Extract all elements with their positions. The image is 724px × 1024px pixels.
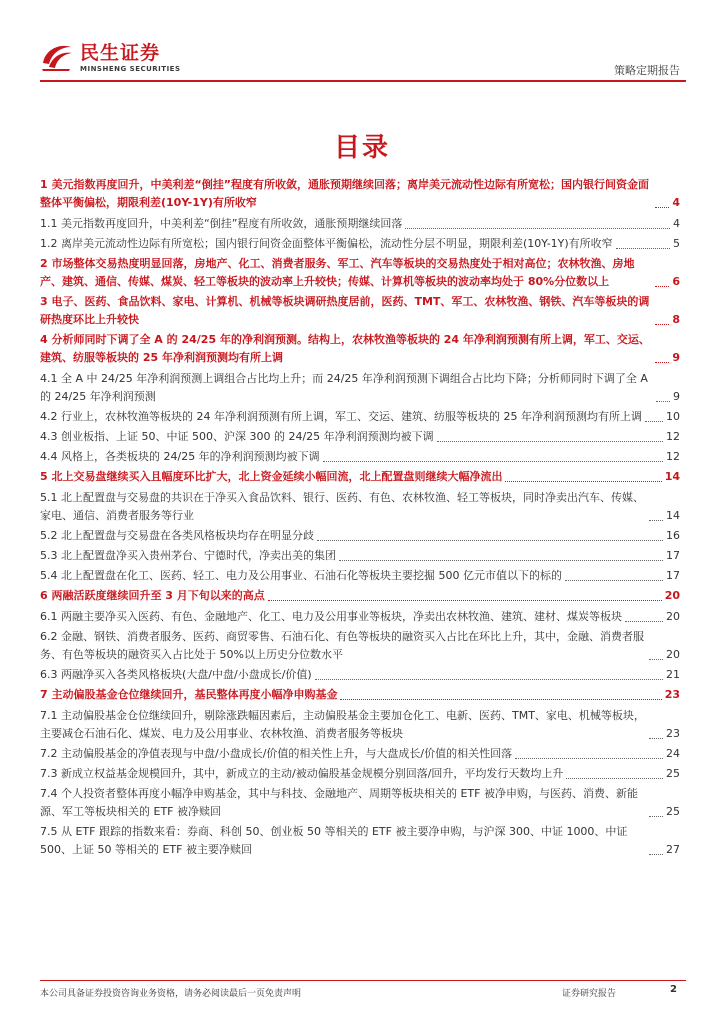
page-header bbox=[40, 40, 686, 78]
toc-entry-1-1[interactable]: 1.1 美元指数再度回升，中美利差“倒挂”程度有所收敛，通胀预期继续回落 4 bbox=[40, 217, 680, 230]
logo-chinese-name: 民生证券 bbox=[80, 42, 161, 64]
toc-entry-4-1[interactable]: 4.1 全 A 中 24/25 年净利润预测上调组合占比均上升；而 24/25 年净利润预测下调组合占比均下降；分析师同时下调了全 A 的 24/25 年净利润预测 9 bbox=[40, 372, 680, 403]
toc-entry-6-2[interactable]: 6.2 金融、钢铁、消费者服务、医药、商贸零售、石油石化、有色等板块的融资买入占比在环比上升，其中，金融、消费者服务、有色等板块的融资买入占比处于 50%以上历史分位数水平 20 bbox=[40, 630, 680, 661]
header-divider bbox=[40, 80, 686, 82]
toc-entry-7[interactable]: 7 主动偏股基金仓位继续回升，基民整体再度小幅净申购基金 23 bbox=[40, 688, 680, 701]
toc-entry-5-2[interactable]: 5.2 北上配置盘与交易盘在各类风格板块均存在明显分歧 16 bbox=[40, 529, 680, 542]
toc-entry-7-4[interactable]: 7.4 个人投资者整体再度小幅净申购基金，其中与科技、金融地产、周期等板块相关的 ETF 被净申购，与医药、消费、新能源、军工等板块相关的 ETF 被净赎回 25 bbox=[40, 787, 680, 818]
logo-english-name: MINSHENG SECURITIES bbox=[80, 65, 181, 73]
table-of-contents bbox=[40, 176, 680, 861]
toc-entry-5-3[interactable]: 5.3 北上配置盘净买入贵州茅台、宁德时代，净卖出美的集团 17 bbox=[40, 549, 680, 562]
toc-title: 目录 bbox=[333, 133, 390, 163]
toc-entry-6-3[interactable]: 6.3 两融净买入各类风格板块(大盘/中盘/小盘成长/价值) 21 bbox=[40, 668, 680, 681]
toc-entry-4-3[interactable]: 4.3 创业板指、上证 50、中证 500、沪深 300 的 24/25 年净利润预测均被下调 12 bbox=[40, 430, 680, 443]
toc-entry-7-1[interactable]: 7.1 主动偏股基金仓位继续回升，剔除涨跌幅因素后，主动偏股基金主要加仓化工、电新、医药、TMT、家电、机械等板块，主要减仓石油石化、煤炭、电力及公用事业、农林牧渔、消费者服务等板块 23 bbox=[40, 709, 680, 740]
toc-entry-7-3[interactable]: 7.3 新成立权益基金规模回升，其中，新成立的主动/被动偏股基金规模分别回落/回升，平均发行天数均上升 25 bbox=[40, 767, 680, 780]
toc-entry-4-4[interactable]: 4.4 风格上，各类板块的 24/25 年的净利润预测均被下调 12 bbox=[40, 450, 680, 463]
footer-divider bbox=[40, 980, 686, 981]
toc-entry-7-5[interactable]: 7.5 从 ETF 跟踪的指数来看：券商、科创 50、创业板 50 等相关的 ETF 被主要净申购，与沪深 300、中证 1000、中证 500、上证 50 等相关的 ETF 被主要净赎回 27 bbox=[40, 825, 680, 856]
toc-entry-5-4[interactable]: 5.4 北上配置盘在化工、医药、轻工、电力及公用事业、石油石化等板块主要挖掘 500 亿元市值以下的标的 17 bbox=[40, 569, 680, 582]
toc-entry-7-2[interactable]: 7.2 主动偏股基金的净值表现与中盘/小盘成长/价值的相关性上升，与大盘成长/价值的相关性回落 24 bbox=[40, 747, 680, 760]
toc-entry-5-1[interactable]: 5.1 北上配置盘与交易盘的共识在于净买入食品饮料、银行、医药、有色、农林牧渔、轻工等板块，同时净卖出汽车、传媒、家电、通信、消费者服务等行业 14 bbox=[40, 491, 680, 522]
footer-disclaimer: 本公司具备证券投资咨询业务资格，请务必阅读最后一页免责声明 bbox=[40, 989, 302, 999]
toc-entry-6[interactable]: 6 两融活跃度继续回升至 3 月下旬以来的高点 20 bbox=[40, 589, 680, 602]
report-type-label: 策略定期报告 bbox=[614, 64, 680, 77]
toc-entry-4-2[interactable]: 4.2 行业上，农林牧渔等板块的 24 年净利润预测有所上调，军工、交运、建筑、纺服等板块的 25 年净利润预测均有所上调 10 bbox=[40, 410, 680, 423]
minsheng-logo-icon bbox=[40, 42, 74, 72]
toc-entry-5[interactable]: 5 北上交易盘继续买入且幅度环比扩大，北上资金延续小幅回流，北上配置盘则继续大幅净流出 14 bbox=[40, 470, 680, 483]
company-logo bbox=[40, 40, 210, 78]
toc-entry-4[interactable]: 4 分析师同时下调了全 A 的 24/25 年的净利润预测。结构上，农林牧渔等板块的 24 年净利润预测有所上调，军工、交运、建筑、纺服等板块的 25 年净利润预测均有所上调 9 bbox=[40, 333, 680, 364]
page-number: 2 bbox=[670, 984, 677, 995]
toc-entry-1[interactable]: 1 美元指数再度回升，中美利差“倒挂”程度有所收敛，通胀预期继续回落；离岸美元流动性边际有所宽松；国内银行间资金面整体平衡偏松，期限利差(10Y-1Y)有所收窄 4 bbox=[40, 178, 680, 209]
toc-entry-2[interactable]: 2 市场整体交易热度明显回落，房地产、化工、消费者服务、军工、汽车等板块的交易热度处于相对高位；农林牧渔、房地产、建筑、通信、传媒、煤炭、轻工等板块的波动率上升较快；传媒、计算机等板块的波动率均处于 80%分位数以上 6 bbox=[40, 257, 680, 288]
toc-entry-3[interactable]: 3 电子、医药、食品饮料、家电、计算机、机械等板块调研热度居前，医药、TMT、军工、农林牧渔、钢铁、汽车等板块的调研热度环比上升较快 8 bbox=[40, 295, 680, 326]
toc-entry-6-1[interactable]: 6.1 两融主要净买入医药、有色、金融地产、化工、电力及公用事业等板块，净卖出农林牧渔、建筑、建材、煤炭等板块 20 bbox=[40, 610, 680, 623]
footer-report-type: 证券研究报告 bbox=[562, 989, 617, 999]
toc-entry-1-2[interactable]: 1.2 离岸美元流动性边际有所宽松；国内银行间资金面整体平衡偏松，流动性分层不明显，期限利差(10Y-1Y)有所收窄 5 bbox=[40, 237, 680, 250]
